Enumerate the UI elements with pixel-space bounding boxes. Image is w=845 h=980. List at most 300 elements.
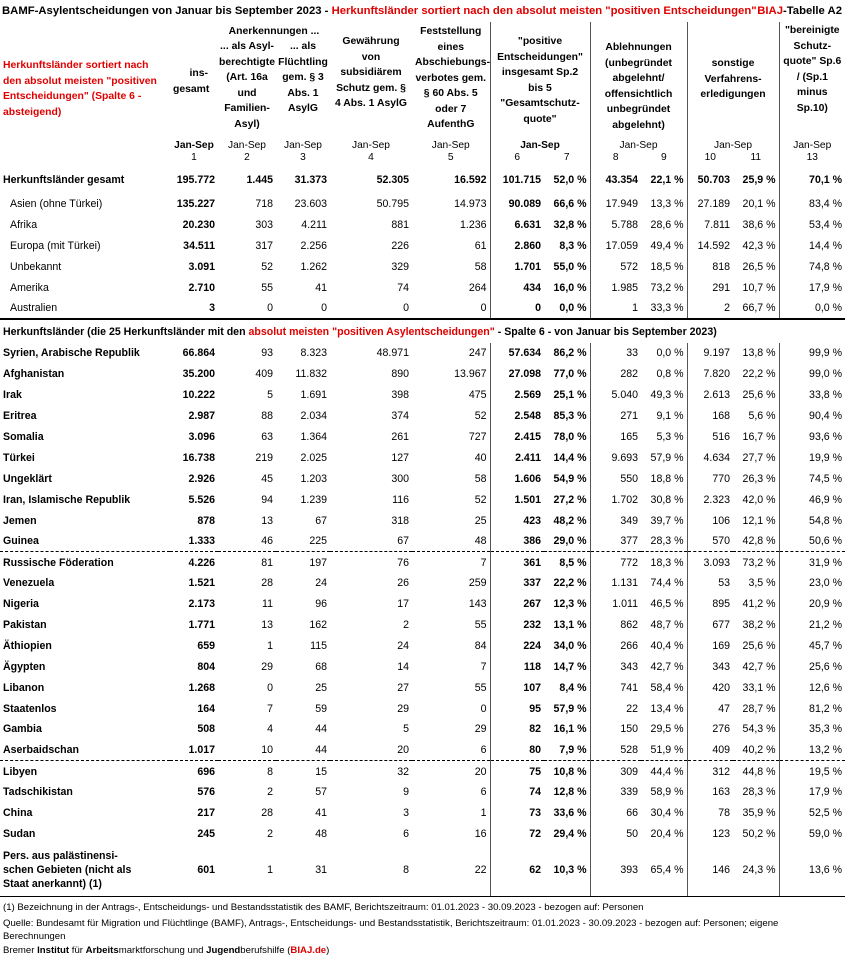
- country-row-cell: 15: [315, 765, 327, 778]
- country-row-cell: 282: [590, 364, 641, 385]
- region-row-cell: 2.710: [188, 281, 215, 294]
- region-row: [0, 256, 845, 277]
- country-row-cell: 2.569: [490, 385, 544, 406]
- country-row-cell: 259: [468, 577, 487, 590]
- country-row-cell: 49,3 %: [650, 389, 684, 402]
- country-row-cell: 9.197: [687, 343, 733, 364]
- colnum: 6: [490, 152, 544, 167]
- country-row-cell: 41,2 %: [742, 598, 776, 611]
- country-row-cell: 217: [197, 807, 215, 820]
- country-row-cell: 20: [330, 740, 412, 761]
- country-row-cell: 10.222: [182, 389, 215, 402]
- country-row-cell: 28,7 %: [742, 702, 776, 715]
- country-row-cell: 677: [687, 615, 733, 636]
- country-row-cell: 1.691: [300, 389, 327, 402]
- country-row-cell: 52,5 %: [779, 803, 845, 824]
- country-row-cell: 33: [590, 343, 641, 364]
- country-row: [0, 803, 845, 824]
- country-row-cell: 1.268: [188, 681, 215, 694]
- country-row-cell: 1.521: [188, 577, 215, 590]
- country-row-cell: 4.226: [188, 556, 215, 569]
- country-row-cell: 6: [412, 740, 490, 761]
- country-row-cell: 5: [267, 389, 273, 402]
- region-row-cell: 53,4 %: [779, 214, 845, 235]
- colnum: 13: [779, 152, 845, 167]
- country-row-cell: 10,8 %: [553, 765, 587, 778]
- region-row-cell: 90.089: [490, 193, 544, 214]
- country-row-cell: 40,4 %: [650, 639, 684, 652]
- country-row-cell: 24: [397, 639, 409, 652]
- country-row-cell: 741: [590, 677, 641, 698]
- country-row-cell: 2.411: [490, 447, 544, 468]
- country-row-cell: 0: [267, 681, 273, 694]
- country-row-cell: 2.173: [188, 598, 215, 611]
- country-row-cell: 21,2 %: [779, 615, 845, 636]
- region-row: [0, 214, 845, 235]
- country-row-cell: 39,7 %: [650, 514, 684, 527]
- country-row-cell: 80: [490, 740, 544, 761]
- country-row: [0, 740, 845, 761]
- country-row-cell: 28,3 %: [641, 531, 687, 552]
- country-row: [0, 573, 845, 594]
- country-row-cell: 12,3 %: [553, 598, 587, 611]
- country-row-cell: 22: [590, 698, 641, 719]
- country-row-cell: 44,4 %: [650, 765, 684, 778]
- country-row-cell: 22: [412, 844, 490, 896]
- country-row-label: Iran, Islamische Republik: [3, 493, 131, 506]
- country-row-cell: 1.131: [590, 573, 641, 594]
- colnum: 7: [563, 152, 570, 163]
- country-row-cell: 349: [590, 510, 641, 531]
- header-col1011: sonstige Verfahrens-erledigungen: [687, 22, 779, 139]
- country-row-cell: 1.702: [590, 489, 641, 510]
- country-row-cell: 17,9 %: [779, 782, 845, 803]
- country-row-cell: 31: [276, 844, 330, 896]
- region-row-cell: 55,0 %: [553, 260, 587, 273]
- country-row-cell: 88: [261, 410, 273, 423]
- country-row-label: Guinea: [0, 531, 170, 552]
- region-row-cell: 6.631: [490, 214, 544, 235]
- country-row: [0, 447, 845, 468]
- country-row-cell: 300: [391, 472, 409, 485]
- country-row-cell: 22,2 %: [742, 368, 776, 381]
- country-row-cell: 318: [391, 514, 409, 527]
- country-row-cell: 42,7 %: [650, 660, 684, 673]
- country-row-cell: 55: [474, 681, 487, 694]
- country-row: [0, 343, 845, 364]
- country-row-cell: 20: [474, 765, 487, 778]
- country-row-label: Venezuela: [3, 577, 55, 590]
- country-row: [0, 761, 845, 782]
- table-body: [0, 22, 845, 896]
- country-row-cell: 576: [197, 786, 215, 799]
- country-row-cell: 398: [391, 389, 409, 402]
- region-row-cell: 66,6 %: [553, 197, 587, 210]
- country-row-cell: 377: [590, 531, 641, 552]
- country-row-cell: 81: [261, 556, 273, 569]
- country-row-cell: 54,9 %: [553, 472, 587, 485]
- total-row-cell: 22,1 %: [650, 174, 684, 186]
- country-row-cell: 3,5 %: [748, 577, 776, 590]
- country-row-cell: 99,9 %: [779, 343, 845, 364]
- country-row: [0, 615, 845, 636]
- country-row-cell: 8,4 %: [559, 681, 587, 694]
- country-row-cell: 14: [397, 660, 409, 673]
- country-row-cell: 35,9 %: [742, 807, 776, 820]
- country-row-cell: 245: [197, 827, 215, 840]
- footnote-source: Quelle: Bundesamt für Migration und Flüchtlinge (BAMF), Antrags-, Entscheidungs- und Bestandsstatistik, Berichtszeitraum: 01.01.2023 - 30.09.2023 - bezogen auf: Personen; eigene Berechnungen: [3, 918, 779, 942]
- period-col3: Jan-Sep: [284, 140, 322, 151]
- country-row-cell: 12,1 %: [742, 514, 776, 527]
- country-row-cell: 146: [687, 844, 733, 896]
- country-row-cell: 8: [267, 765, 273, 778]
- country-row-label: Libanon: [3, 681, 45, 694]
- country-row-cell: 25: [474, 514, 487, 527]
- country-row: [0, 385, 845, 406]
- period-col1011: Jan-Sep: [687, 139, 779, 152]
- region-row-cell: 572: [590, 256, 641, 277]
- region-row-label: Australien: [0, 298, 170, 319]
- country-row-cell: 770: [687, 468, 733, 489]
- region-row-cell: 1.262: [300, 260, 327, 273]
- country-row-cell: 25,1 %: [553, 389, 587, 402]
- country-row-cell: 78: [687, 803, 733, 824]
- country-row-cell: 2.926: [188, 472, 215, 485]
- country-row: [0, 823, 845, 844]
- section-heading: Herkunftsländer (die 25 Herkunftsländer mit den absolut meisten "positiven Asylentscheidungen" - Spalte 6 - von Januar bis September 2023): [3, 325, 717, 338]
- country-row-cell: 276: [687, 719, 733, 740]
- region-row-label: Amerika: [10, 281, 49, 294]
- region-row-cell: 17.059: [590, 235, 641, 256]
- country-row-cell: 55: [474, 619, 487, 632]
- footnotes: [3, 901, 838, 957]
- country-row-cell: 127: [391, 451, 409, 464]
- country-row-cell: 804: [197, 660, 215, 673]
- country-row-cell: 30,4 %: [650, 807, 684, 820]
- country-row-cell: 67: [330, 531, 412, 552]
- region-row-cell: 38,6 %: [742, 218, 776, 231]
- country-row-cell: 58: [474, 472, 487, 485]
- country-row-cell: 11: [262, 598, 273, 611]
- country-row-cell: 16.738: [182, 451, 215, 464]
- country-row-cell: 28: [261, 577, 273, 590]
- country-row-cell: 51,9 %: [641, 740, 687, 761]
- region-row-cell: 83,4 %: [779, 193, 845, 214]
- header-col0: Herkunftsländer sortiert nach den absolut meisten "positiven Entscheidungen" (Spalte 6 - absteigend): [3, 60, 157, 118]
- country-row-cell: 46,5 %: [650, 598, 684, 611]
- country-row: [0, 656, 845, 677]
- country-row-cell: 90,4 %: [779, 406, 845, 427]
- country-row-cell: 116: [392, 493, 409, 506]
- country-row-cell: 2.548: [490, 406, 544, 427]
- country-row-cell: 50,6 %: [779, 531, 845, 552]
- region-row-cell: 73,2 %: [650, 281, 684, 294]
- country-row-cell: 44: [276, 740, 330, 761]
- header-col4: Gewährung von subsidiärem Schutz gem. § 4 Abs. 1 AsylG: [335, 36, 407, 109]
- country-row: [0, 489, 845, 510]
- total-row-cell: 70,1 %: [779, 167, 845, 193]
- header-col2: ... als Asyl-berechtigte (Art. 16a und Familien-Asyl): [218, 41, 275, 130]
- country-row-cell: 266: [590, 635, 641, 656]
- country-row-cell: 28: [261, 807, 273, 820]
- region-row-cell: 10,7 %: [742, 281, 776, 294]
- country-row-cell: 25: [315, 681, 327, 694]
- country-row-cell: 27,7 %: [742, 451, 776, 464]
- country-row-cell: 58,9 %: [650, 786, 684, 799]
- header-col67: "positive Entscheidungen" insgesamt Sp.2 bis 5 "Gesamtschutz-quote": [490, 22, 590, 139]
- country-row-label: Aserbaidschan: [0, 740, 170, 761]
- country-row-label: China: [3, 807, 33, 820]
- period-col2: Jan-Sep: [228, 140, 266, 151]
- region-row-cell: 329: [391, 260, 409, 273]
- country-row-cell: 13,4 %: [650, 702, 684, 715]
- region-row-cell: 2: [687, 298, 733, 319]
- country-row-cell: 25,6 %: [779, 656, 845, 677]
- period-col13: Jan-Sep: [779, 139, 845, 152]
- country-row-cell: 94: [261, 493, 273, 506]
- country-row-cell: 337: [490, 573, 544, 594]
- country-row: [0, 719, 845, 740]
- country-row-cell: 46: [218, 531, 276, 552]
- country-row-cell: 2: [267, 827, 273, 840]
- country-row-cell: 29: [474, 723, 487, 736]
- country-row-cell: 96: [315, 598, 327, 611]
- region-row-cell: 0: [218, 298, 276, 319]
- country-row-cell: 32: [397, 765, 409, 778]
- region-row-cell: 49,4 %: [650, 239, 684, 252]
- country-row-cell: 40,2 %: [733, 740, 779, 761]
- colnum-row: [0, 152, 845, 167]
- country-row-cell: 374: [391, 410, 409, 423]
- country-row-cell: 13: [261, 514, 273, 527]
- region-row-cell: 32,8 %: [553, 218, 587, 231]
- country-row-cell: 169: [687, 635, 733, 656]
- country-row-cell: 18,3 %: [650, 556, 684, 569]
- country-row-cell: 9: [403, 786, 409, 799]
- country-row-cell: 409: [255, 368, 273, 381]
- country-row-cell: 219: [255, 451, 273, 464]
- country-row: [0, 364, 845, 385]
- region-row-cell: 0,0 %: [544, 298, 590, 319]
- region-row-cell: 1: [590, 298, 641, 319]
- country-row-cell: 7: [480, 660, 487, 673]
- region-row-cell: 20,1 %: [742, 197, 776, 210]
- colnum: 9: [660, 152, 667, 163]
- country-row-cell: 34,0 %: [553, 639, 587, 652]
- country-row-cell: 65,4 %: [641, 844, 687, 896]
- region-row-cell: 58: [474, 260, 487, 273]
- country-row-cell: 59,0 %: [779, 823, 845, 844]
- country-row-cell: 164: [197, 702, 215, 715]
- country-row-cell: 73: [490, 803, 544, 824]
- country-row-cell: 44,8 %: [742, 765, 776, 778]
- country-row-cell: 38,2 %: [742, 619, 776, 632]
- country-row-cell: 5.526: [188, 493, 215, 506]
- region-row-cell: 17.949: [590, 193, 641, 214]
- region-row: [0, 235, 845, 256]
- country-row-cell: 2: [267, 786, 273, 799]
- region-row-label: Europa (mit Türkei): [10, 239, 101, 252]
- country-row-cell: 66.864: [182, 347, 215, 360]
- total-row-cell: 50.703: [687, 167, 733, 193]
- country-row-cell: 35.200: [182, 368, 215, 381]
- period-col5: Jan-Sep: [431, 140, 470, 151]
- country-row-cell: 26,3 %: [742, 472, 776, 485]
- header-col3: ... als Flüchtling gem. § 3 Abs. 1 AsylG: [278, 41, 328, 114]
- country-row-cell: 52: [474, 493, 487, 506]
- region-row-cell: 718: [255, 197, 273, 210]
- region-row-cell: 434: [490, 277, 544, 298]
- country-row-cell: 8.323: [300, 347, 327, 360]
- country-row-cell: 54,8 %: [779, 510, 845, 531]
- region-row-cell: 61: [474, 239, 487, 252]
- country-row-cell: 29,4 %: [553, 827, 587, 840]
- region-row-cell: 26,5 %: [742, 260, 776, 273]
- country-row-cell: 77,0 %: [553, 368, 587, 381]
- colnum: 2: [244, 152, 250, 163]
- country-row-cell: 20,4 %: [650, 827, 684, 840]
- country-row-cell: 67: [315, 514, 327, 527]
- country-row-cell: 28,3 %: [742, 786, 776, 799]
- country-row-cell: 261: [391, 431, 409, 443]
- country-row-cell: 24: [315, 577, 327, 590]
- region-row-cell: 881: [391, 218, 409, 231]
- country-row-cell: 2: [403, 619, 409, 632]
- country-row-cell: 23,0 %: [779, 573, 845, 594]
- country-row-cell: 54,3 %: [742, 723, 776, 736]
- data-table: [0, 22, 845, 897]
- region-row-cell: 135.227: [176, 197, 215, 210]
- country-row-cell: 727: [468, 431, 487, 443]
- country-row-cell: 76: [397, 556, 409, 569]
- country-row-cell: 386: [490, 531, 544, 552]
- country-row-cell: 40: [474, 451, 487, 464]
- country-row-label: Nigeria: [3, 598, 39, 611]
- country-row-cell: 75: [490, 761, 544, 782]
- country-row-cell: 2.415: [490, 427, 544, 448]
- period-col1: Jan-Sep: [174, 140, 214, 151]
- total-row-cell: 52.305: [376, 174, 409, 186]
- country-row: [0, 594, 845, 615]
- country-row-label: Afghanistan: [3, 368, 65, 381]
- region-row-cell: 303: [255, 218, 273, 231]
- country-row-cell: 895: [687, 594, 733, 615]
- country-row-cell: 33,1 %: [742, 681, 776, 694]
- country-row-cell: 7,9 %: [544, 740, 590, 761]
- region-row-cell: 1.701: [490, 256, 544, 277]
- country-row-cell: 343: [590, 656, 641, 677]
- country-row-cell: 93: [261, 347, 273, 360]
- country-row-cell: 1.203: [300, 472, 327, 485]
- country-row-cell: 19,5 %: [779, 761, 845, 782]
- region-row-cell: 27.189: [687, 193, 733, 214]
- country-row-cell: 57,9 %: [553, 702, 587, 715]
- country-row-cell: 528: [590, 740, 641, 761]
- country-row: [0, 427, 845, 448]
- country-row-cell: 143: [468, 598, 487, 611]
- region-row-cell: 14,4 %: [779, 235, 845, 256]
- country-row-cell: 6: [403, 827, 409, 840]
- country-row-cell: 86,2 %: [553, 347, 587, 360]
- region-row-cell: 17,9 %: [779, 277, 845, 298]
- country-row-cell: 2.613: [687, 385, 733, 406]
- country-row: [0, 510, 845, 531]
- country-row-cell: 57,9 %: [650, 451, 684, 464]
- total-row-cell: 1.445: [246, 174, 273, 186]
- region-row-cell: 2.256: [300, 239, 327, 252]
- region-row-cell: 291: [687, 277, 733, 298]
- country-row-cell: 29: [261, 660, 273, 673]
- country-row-cell: 343: [687, 656, 733, 677]
- country-row-cell: 197: [309, 556, 327, 569]
- country-row-cell: 423: [490, 510, 544, 531]
- region-row-cell: 3.091: [188, 260, 215, 273]
- region-row-cell: 74,8 %: [779, 256, 845, 277]
- region-row-cell: 8,3 %: [559, 239, 587, 252]
- country-row: [0, 698, 845, 719]
- region-row-cell: 42,3 %: [742, 239, 776, 252]
- country-row-cell: 82: [490, 719, 544, 740]
- period-col67: Jan-Sep: [490, 139, 590, 152]
- country-row-cell: 33,6 %: [553, 807, 587, 820]
- country-row-cell: 3: [403, 807, 409, 820]
- country-row-cell: 312: [687, 761, 733, 782]
- country-row-cell: 271: [590, 406, 641, 427]
- region-row-cell: 1.236: [459, 218, 487, 231]
- region-row: [0, 298, 845, 319]
- country-row-cell: 74,5 %: [779, 468, 845, 489]
- country-row-cell: 106: [687, 510, 733, 531]
- country-row-cell: 9,1 %: [656, 410, 684, 423]
- country-row-cell: 30,8 %: [650, 493, 684, 506]
- header-anerkennungen: [218, 22, 330, 139]
- region-row-cell: 7.811: [687, 214, 733, 235]
- period-row: [0, 139, 845, 152]
- region-row-cell: 0: [330, 298, 412, 319]
- country-row-cell: 46,9 %: [779, 489, 845, 510]
- colnum: 5: [447, 152, 454, 163]
- country-row-cell: 29,5 %: [650, 723, 684, 736]
- country-row-cell: 1.017: [170, 740, 218, 761]
- region-row-cell: 16,0 %: [553, 281, 587, 294]
- country-row-cell: 475: [468, 389, 487, 402]
- region-row-cell: 317: [255, 239, 273, 252]
- country-row-cell: 27.098: [490, 364, 544, 385]
- country-row-cell: 68: [315, 660, 327, 673]
- country-row-cell: 19,9 %: [779, 447, 845, 468]
- header-col1: ins-gesamt: [173, 68, 210, 95]
- country-row-label: Äthiopien: [3, 639, 52, 652]
- region-row-cell: 52: [261, 260, 273, 273]
- country-row-cell: 3.093: [687, 552, 733, 573]
- region-row-cell: 41: [315, 281, 327, 294]
- country-row-cell: 52: [474, 410, 487, 423]
- country-row-cell: 150: [590, 719, 641, 740]
- region-row-cell: 0,0 %: [779, 298, 845, 319]
- total-row-cell: 43.354: [590, 167, 641, 193]
- country-row-cell: 5,6 %: [748, 410, 776, 423]
- total-row-cell: 16.592: [454, 174, 487, 186]
- country-row-cell: 878: [197, 514, 215, 527]
- header-col13: "bereinigte Schutz-quote" Sp.6 / (Sp.1 minus Sp.10): [779, 22, 845, 139]
- country-row-cell: 4.634: [687, 447, 733, 468]
- country-row-cell: 0,8 %: [656, 368, 684, 381]
- region-row-cell: 4.211: [301, 218, 327, 231]
- country-row-label: Ägypten: [3, 660, 46, 673]
- country-row-cell: 93,6 %: [779, 427, 845, 448]
- country-row-cell: 50,2 %: [742, 827, 776, 840]
- country-row-label: Syrien, Arabische Republik: [3, 347, 140, 360]
